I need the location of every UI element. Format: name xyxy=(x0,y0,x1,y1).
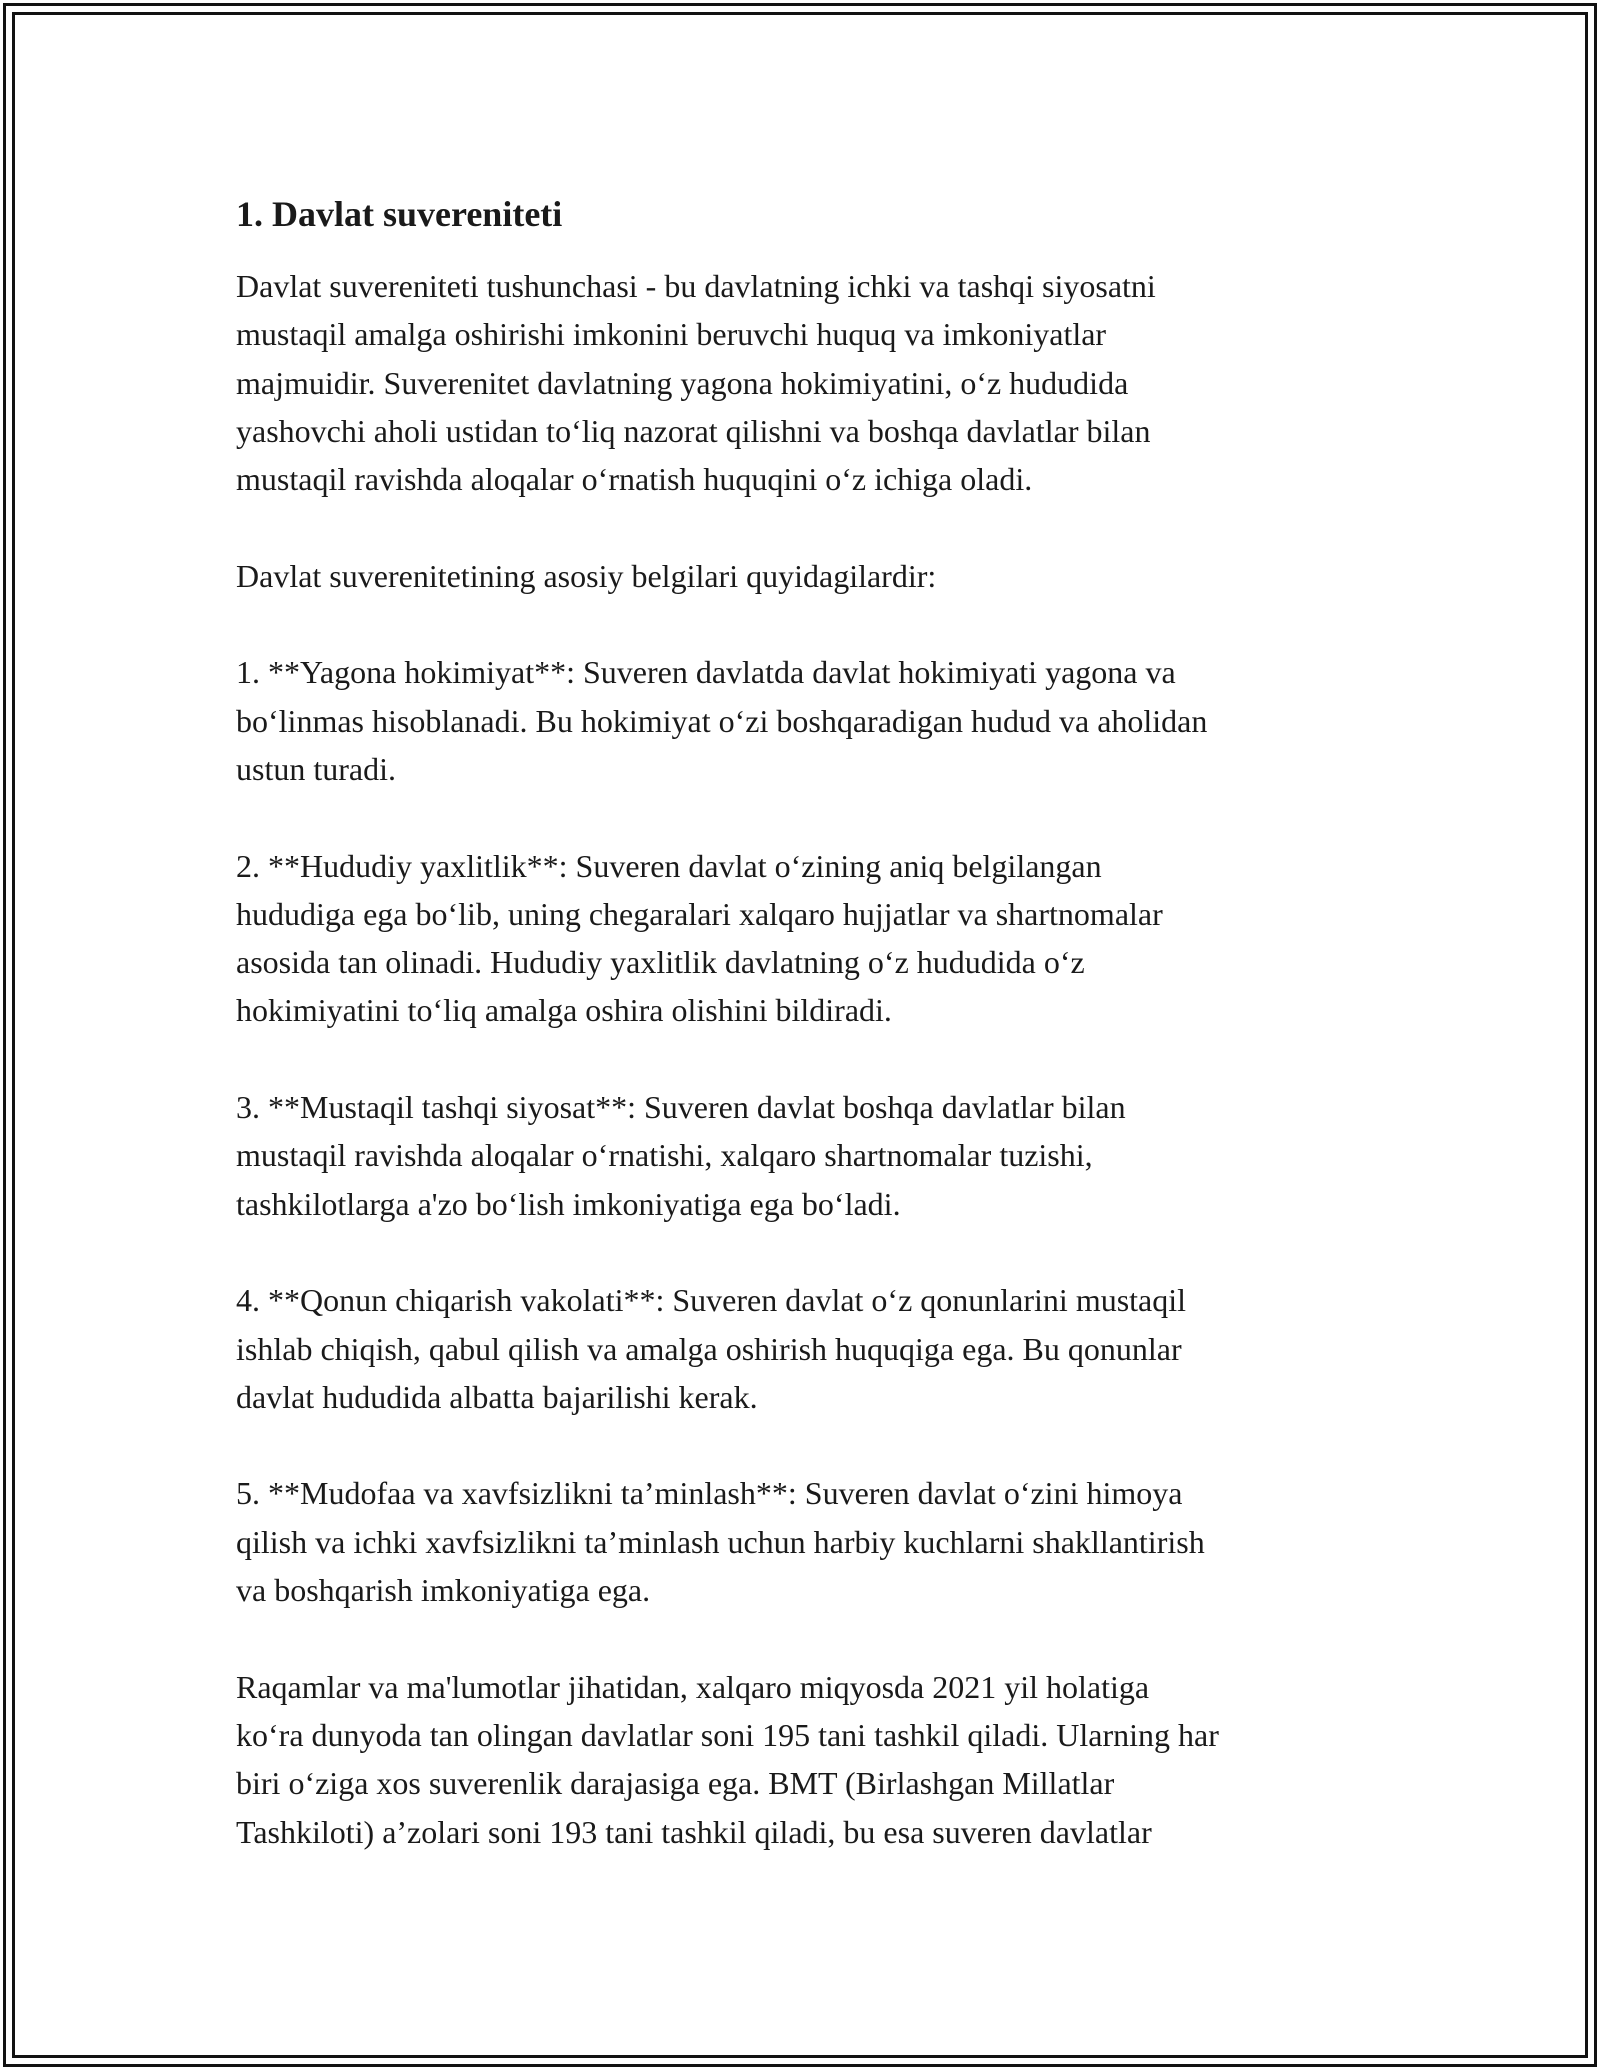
text-line: mustaqil ravishda aloqalar o‘rnatishi, xalqaro shartnomalar tuzishi, xyxy=(236,1137,1093,1174)
list-item-4 xyxy=(236,1276,1386,1421)
text-line: Tashkiloti) a’zolari soni 193 tani tashkil qiladi, bu esa suveren davlatlar xyxy=(236,1813,1152,1850)
list-item-5 xyxy=(236,1469,1386,1614)
text-line: bo‘linmas hisoblanadi. Bu hokimiyat o‘zi boshqaradigan hudud va aholidan xyxy=(236,702,1208,739)
text-line: tashkilotlarga a'zo bo‘lish imkoniyatiga ega bo‘ladi. xyxy=(236,1185,901,1222)
paragraph-intro xyxy=(236,552,1386,600)
text-line: mustaqil ravishda aloqalar o‘rnatish huquqini o‘z ichiga oladi. xyxy=(236,461,1033,498)
text-line: Raqamlar va ma'lumotlar jihatidan, xalqaro miqyosda 2021 yil holatiga xyxy=(236,1668,1150,1705)
text-line: ishlab chiqish, qabul qilish va amalga oshirish huquqiga ega. Bu qonunlar xyxy=(236,1330,1182,1367)
text-line: qilish va ichki xavfsizlikni ta’minlash uchun harbiy kuchlarni shakllantirish xyxy=(236,1523,1205,1560)
list-item-3 xyxy=(236,1083,1386,1228)
text-line: ustun turadi. xyxy=(236,750,396,787)
text-line: va boshqarish imkoniyatiga ega. xyxy=(236,1572,651,1609)
paragraph-statistics xyxy=(236,1663,1386,1856)
text-line: asosida tan olinadi. Hududiy yaxlitlik davlatning o‘z hududida o‘z xyxy=(236,944,1085,981)
text-line: yashovchi aholi ustidan to‘liq nazorat qilishni va boshqa davlatlar bilan xyxy=(236,412,1151,449)
text-line: hududiga ega bo‘lib, uning chegaralari xalqaro hujjatlar va shartnomalar xyxy=(236,895,1163,932)
text-line: 5. **Mudofaa va xavfsizlikni ta’minlash**: Suveren davlat o‘zini himoya xyxy=(236,1475,1183,1512)
text-line: ko‘ra dunyoda tan olingan davlatlar soni 195 tani tashkil qiladi. Ularning har xyxy=(236,1716,1219,1753)
text-line: 2. **Hududiy yaxlitlik**: Suveren davlat o‘zining aniq belgilangan xyxy=(236,847,1102,884)
list-item-1 xyxy=(236,648,1386,793)
text-line: davlat hududida albatta bajarilishi kerak. xyxy=(236,1378,758,1415)
text-line: 1. **Yagona hokimiyat**: Suveren davlatda davlat hokimiyati yagona va xyxy=(236,654,1176,691)
text-line: Davlat suverenitetining asosiy belgilari quyidagilardir: xyxy=(236,557,937,594)
paragraph-definition xyxy=(236,262,1386,503)
text-line: 4. **Qonun chiqarish vakolati**: Suveren davlat o‘z qonunlarini mustaqil xyxy=(236,1282,1187,1319)
text-line: hokimiyatini to‘liq amalga oshira olishini bildiradi. xyxy=(236,992,892,1029)
text-line: 3. **Mustaqil tashqi siyosat**: Suveren davlat boshqa davlatlar bilan xyxy=(236,1089,1126,1126)
document-body xyxy=(236,190,1386,1904)
section-heading: 1. Davlat suvereniteti xyxy=(236,194,563,234)
list-item-2 xyxy=(236,842,1386,1035)
text-line: biri o‘ziga xos suverenlik darajasiga ega. BMT (Birlashgan Millatlar xyxy=(236,1765,1115,1802)
text-line: majmuidir. Suverenitet davlatning yagona hokimiyatini, o‘z hududida xyxy=(236,364,1129,401)
text-line: mustaqil amalga oshirishi imkonini beruvchi huquq va imkoniyatlar xyxy=(236,316,1107,353)
text-line: Davlat suvereniteti tushunchasi - bu davlatning ichki va tashqi siyosatni xyxy=(236,268,1156,304)
